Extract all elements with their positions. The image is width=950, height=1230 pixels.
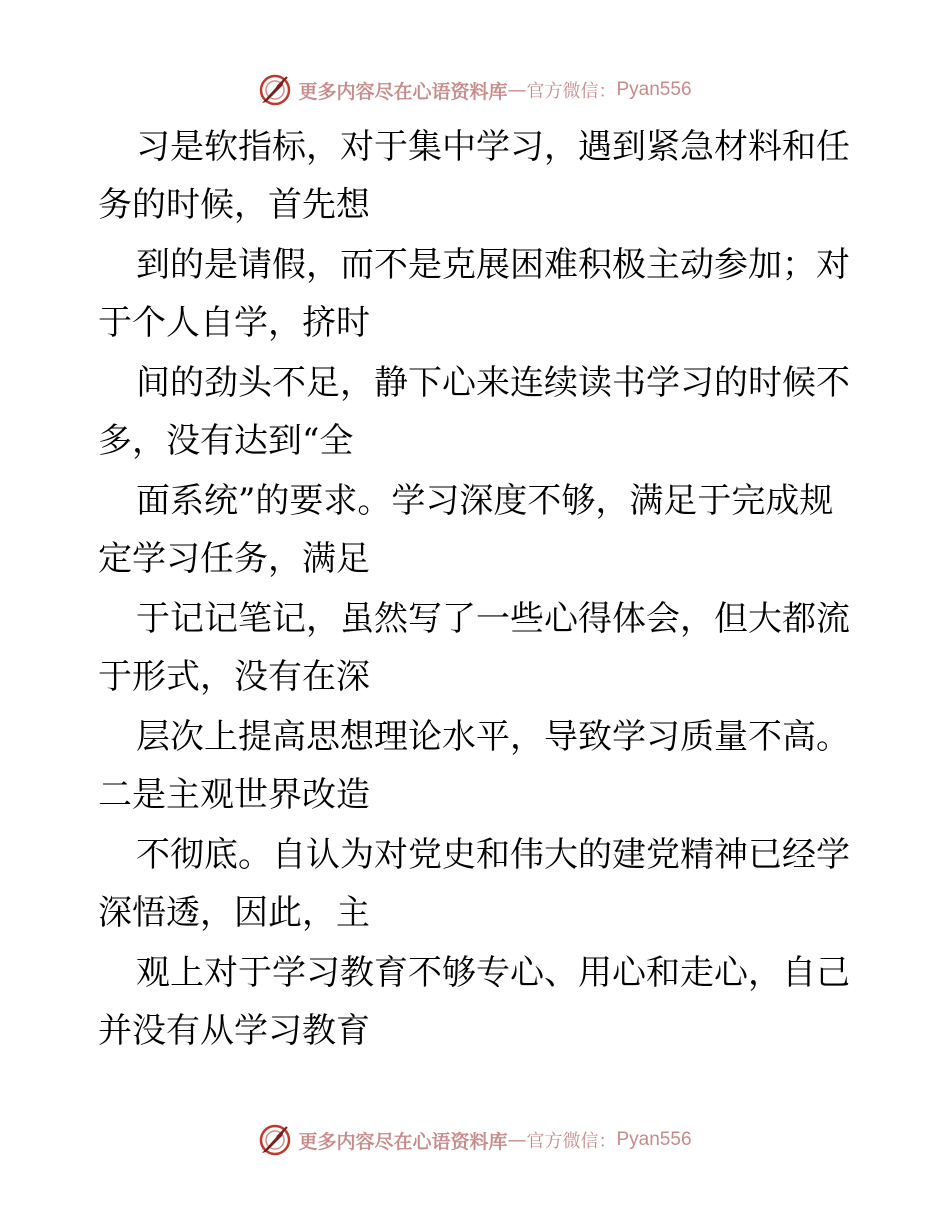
wechat-id: Pyan556 [616, 79, 692, 100]
banner-dash: — [507, 79, 527, 101]
text-line: 定学习任务，满足 [98, 539, 370, 579]
banner-dash: — [507, 1129, 527, 1151]
text-line: 层次上提高思想理论水平，导致学习质量不高。 [136, 717, 850, 757]
text-line: 务的时候，首先想 [98, 185, 370, 225]
text-line: 多，没有达到“全 [98, 421, 354, 461]
text-line: 习是软指标，对于集中学习，遇到紧急材料和任 [136, 127, 850, 167]
text-line: 不彻底。自认为对党史和伟大的建党精神已经学 [136, 835, 850, 875]
text-line: 到的是请假，而不是克展困难积极主动参加；对 [136, 245, 850, 285]
wechat-label: 官方微信： [526, 81, 617, 102]
text-line: 并没有从学习教育 [98, 1011, 370, 1051]
banner-text: 更多内容尽在心语资料库 [298, 80, 508, 103]
text-line: 观上对于学习教育不够专心、用心和走心，自己 [136, 953, 850, 993]
quill-logo-icon [258, 1123, 292, 1157]
footer-banner [0, 1120, 950, 1160]
text-line: 于形式，没有在深 [98, 657, 370, 697]
header-banner [0, 70, 950, 110]
quill-logo-icon [258, 73, 292, 107]
text-line: 于个人自学，挤时 [98, 303, 370, 343]
text-line: 于记记笔记，虽然写了一些心得体会，但大都流 [136, 599, 850, 639]
text-line: 间的劲头不足，静下心来连续读书学习的时候不 [136, 363, 850, 403]
banner-text: 更多内容尽在心语资料库 [298, 1130, 508, 1153]
text-line: 面系统”的要求。学习深度不够，满足于完成规 [136, 481, 834, 521]
text-line: 二是主观世界改造 [98, 775, 370, 815]
text-line: 深悟透，因此，主 [98, 893, 370, 933]
wechat-id: Pyan556 [616, 1129, 692, 1150]
wechat-label: 官方微信： [526, 1131, 617, 1152]
